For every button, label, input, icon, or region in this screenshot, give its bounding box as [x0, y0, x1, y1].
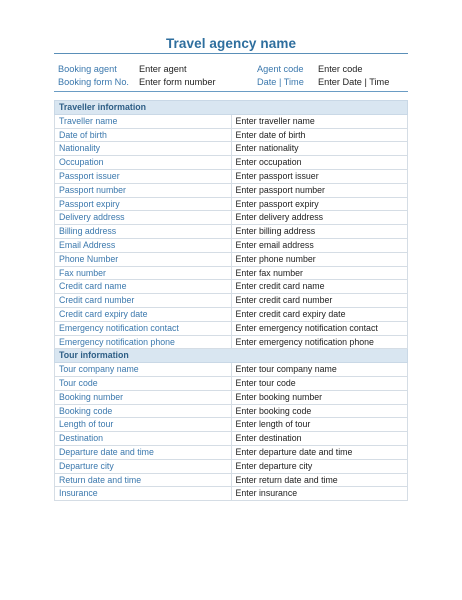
field-value-departure-city[interactable]: Enter departure city [231, 459, 408, 473]
field-value-phone-number[interactable]: Enter phone number [231, 252, 408, 266]
section-header-tour-information [55, 349, 408, 363]
page-title: Travel agency name [165, 36, 297, 51]
table-row [55, 445, 408, 459]
field-value-email-address[interactable]: Enter email address [231, 238, 408, 252]
field-value-emergency-notification-contact[interactable]: Enter emergency notification contact [231, 321, 408, 335]
table-row [55, 142, 408, 156]
agent-code-label: Agent code [257, 64, 304, 74]
field-label-departure-date-and-time: Departure date and time [55, 445, 232, 459]
table-row [55, 432, 408, 446]
table-row [55, 169, 408, 183]
field-value-date-of-birth[interactable]: Enter date of birth [231, 128, 408, 142]
table-row [55, 128, 408, 142]
field-value-credit-card-name[interactable]: Enter credit card name [231, 280, 408, 294]
booking-form-table [54, 100, 408, 501]
table-row [55, 225, 408, 239]
field-label-credit-card-expiry-date: Credit card expiry date [55, 307, 232, 321]
section-heading: Tour information [55, 349, 408, 363]
table-row [55, 321, 408, 335]
field-label-phone-number: Phone Number [55, 252, 232, 266]
table-row [55, 404, 408, 418]
field-value-return-date-and-time[interactable]: Enter return date and time [231, 473, 408, 487]
field-label-passport-number: Passport number [55, 183, 232, 197]
table-row [55, 238, 408, 252]
field-value-delivery-address[interactable]: Enter delivery address [231, 211, 408, 225]
table-row [55, 473, 408, 487]
field-value-traveller-name[interactable]: Enter traveller name [231, 114, 408, 128]
field-value-nationality[interactable]: Enter nationality [231, 142, 408, 156]
field-label-emergency-notification-contact: Emergency notification contact [55, 321, 232, 335]
field-value-credit-card-expiry-date[interactable]: Enter credit card expiry date [231, 307, 408, 321]
field-value-occupation[interactable]: Enter occupation [231, 156, 408, 170]
booking-form-label: Booking form No. [58, 77, 129, 87]
field-value-passport-expiry[interactable]: Enter passport expiry [231, 197, 408, 211]
field-value-credit-card-number[interactable]: Enter credit card number [231, 294, 408, 308]
field-value-booking-code[interactable]: Enter booking code [231, 404, 408, 418]
table-row [55, 487, 408, 501]
table-row [55, 211, 408, 225]
table-row [55, 363, 408, 377]
field-label-nationality: Nationality [55, 142, 232, 156]
section-header-traveller-information [55, 101, 408, 115]
field-label-billing-address: Billing address [55, 225, 232, 239]
field-value-fax-number[interactable]: Enter fax number [231, 266, 408, 280]
field-label-email-address: Email Address [55, 238, 232, 252]
header-divider [54, 91, 408, 92]
date-time-field[interactable]: Enter Date | Time [318, 77, 390, 87]
field-value-billing-address[interactable]: Enter billing address [231, 225, 408, 239]
date-time-label: Date | Time [257, 77, 304, 87]
table-row [55, 307, 408, 321]
field-label-delivery-address: Delivery address [55, 211, 232, 225]
table-row [55, 376, 408, 390]
table-row [55, 252, 408, 266]
table-row [55, 294, 408, 308]
field-value-emergency-notification-phone[interactable]: Enter emergency notification phone [231, 335, 408, 349]
table-row [55, 197, 408, 211]
field-label-passport-expiry: Passport expiry [55, 197, 232, 211]
table-row [55, 280, 408, 294]
section-heading: Traveller information [55, 101, 408, 115]
table-row [55, 390, 408, 404]
field-label-tour-company-name: Tour company name [55, 363, 232, 377]
table-row [55, 156, 408, 170]
table-row [55, 114, 408, 128]
field-label-length-of-tour: Length of tour [55, 418, 232, 432]
field-label-booking-number: Booking number [55, 390, 232, 404]
title-divider [54, 53, 408, 54]
field-value-destination[interactable]: Enter destination [231, 432, 408, 446]
field-value-insurance[interactable]: Enter insurance [231, 487, 408, 501]
field-label-departure-city: Departure city [55, 459, 232, 473]
table-row [55, 459, 408, 473]
field-label-traveller-name: Traveller name [55, 114, 232, 128]
field-value-tour-company-name[interactable]: Enter tour company name [231, 363, 408, 377]
field-label-tour-code: Tour code [55, 376, 232, 390]
field-value-departure-date-and-time[interactable]: Enter departure date and time [231, 445, 408, 459]
field-label-destination: Destination [55, 432, 232, 446]
field-label-booking-code: Booking code [55, 404, 232, 418]
field-label-occupation: Occupation [55, 156, 232, 170]
field-label-emergency-notification-phone: Emergency notification phone [55, 335, 232, 349]
field-value-passport-number[interactable]: Enter passport number [231, 183, 408, 197]
field-value-tour-code[interactable]: Enter tour code [231, 376, 408, 390]
field-value-length-of-tour[interactable]: Enter length of tour [231, 418, 408, 432]
field-value-passport-issuer[interactable]: Enter passport issuer [231, 169, 408, 183]
field-label-insurance: Insurance [55, 487, 232, 501]
field-value-booking-number[interactable]: Enter booking number [231, 390, 408, 404]
field-label-credit-card-name: Credit card name [55, 280, 232, 294]
field-label-fax-number: Fax number [55, 266, 232, 280]
field-label-passport-issuer: Passport issuer [55, 169, 232, 183]
field-label-return-date-and-time: Return date and time [55, 473, 232, 487]
agent-code-field[interactable]: Enter code [318, 64, 363, 74]
table-row [55, 335, 408, 349]
booking-agent-field[interactable]: Enter agent [139, 64, 187, 74]
booking-form-field[interactable]: Enter form number [139, 77, 216, 87]
booking-agent-label: Booking agent [58, 64, 117, 74]
field-label-date-of-birth: Date of birth [55, 128, 232, 142]
table-row [55, 418, 408, 432]
field-label-credit-card-number: Credit card number [55, 294, 232, 308]
table-row [55, 183, 408, 197]
table-row [55, 266, 408, 280]
